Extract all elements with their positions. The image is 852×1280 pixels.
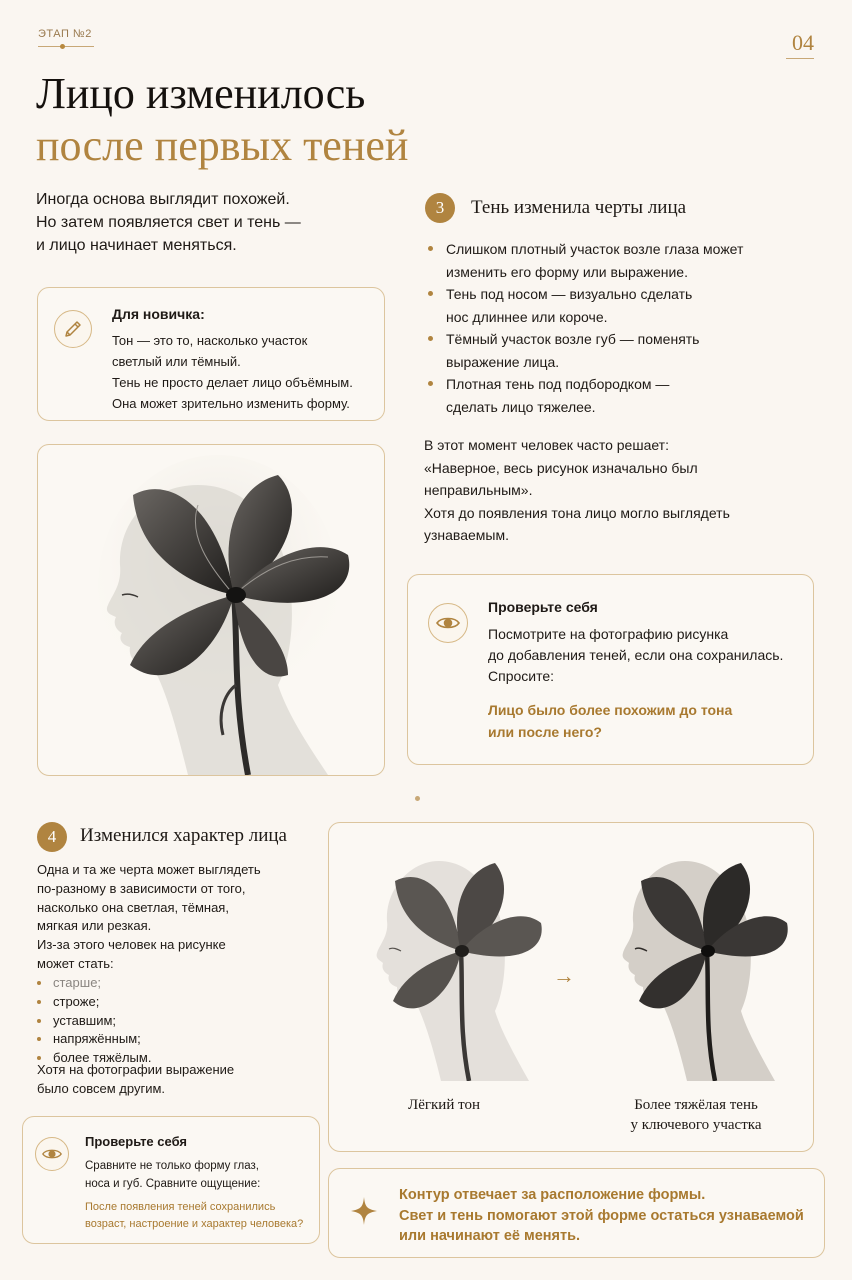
check-yourself-question	[488, 699, 732, 743]
page-title-line2: после первых теней	[36, 121, 409, 170]
text-line: было совсем другим.	[37, 1080, 166, 1096]
page-title-line1: Лицо изменилось	[36, 69, 366, 118]
text-line: Из-за этого человек на рисунке	[37, 937, 226, 953]
text-line: по-разному в зависимости от того,	[37, 880, 246, 896]
check-yourself-title: Проверьте себя	[488, 599, 598, 615]
summary-line: Контур отвечает за расположение формы.	[399, 1187, 706, 1203]
list-item: строже;	[37, 993, 151, 1012]
list-item-line: выражение лица.	[446, 353, 560, 370]
light-tone-illustration	[349, 841, 549, 1081]
summary-line: или начинают её менять.	[399, 1228, 581, 1244]
beginner-title: Для новичка:	[112, 306, 205, 322]
beginner-line: Тень не просто делает лицо объёмным.	[112, 375, 353, 390]
check-yourself-text	[488, 624, 783, 687]
section-3-bullets	[428, 238, 743, 418]
flower-portrait-illustration	[38, 445, 384, 775]
pencil-icon	[54, 310, 92, 348]
list-item-line: Слишком плотный участок возле глаза может	[446, 241, 744, 257]
caption-line: Лёгкий тон	[408, 1097, 480, 1113]
check-yourself-card-2	[22, 1116, 320, 1244]
quote-line: узнаваемым.	[424, 527, 509, 543]
comparison-card	[328, 822, 814, 1152]
arrow-icon: →	[553, 963, 575, 988]
question-line: возраст, настроение и характер человека?	[85, 1218, 304, 1230]
question-line: После появления теней сохранились	[85, 1201, 276, 1213]
quote-line: В этот момент человек часто решает:	[424, 437, 669, 453]
check-line: Сравните не только форму глаз,	[85, 1160, 260, 1172]
list-item: напряжённым;	[37, 1030, 151, 1049]
text-line: может стать:	[37, 955, 114, 971]
quote-line: неправильным».	[424, 482, 533, 498]
list-item-line: нос длиннее или короче.	[446, 308, 608, 325]
list-item: более тяжёлым.	[37, 1049, 151, 1068]
list-item-line: Плотная тень под подбородком —	[446, 376, 670, 392]
summary-card	[328, 1168, 825, 1258]
intro-text	[36, 188, 356, 257]
section-3-title: Тень изменила черты лица	[471, 197, 687, 218]
check-yourself-text	[85, 1157, 260, 1193]
caption-light-tone	[359, 1095, 529, 1115]
intro-line: Но затем появляется свет и тень —	[36, 214, 301, 231]
summary-text	[399, 1185, 804, 1247]
check-line: Спросите:	[488, 668, 555, 684]
text-line: насколько она светлая, тёмная,	[37, 899, 229, 915]
quote-line: «Наверное, весь рисунок изначально был	[424, 459, 698, 476]
check-yourself-card	[407, 574, 814, 765]
heavy-shadow-illustration	[595, 841, 795, 1081]
list-item	[428, 373, 743, 418]
list-item	[428, 238, 743, 283]
list-item-line: сделать лицо тяжелее.	[446, 398, 596, 415]
text-line: Одна и та же черта может выглядеть	[37, 862, 261, 877]
eye-icon	[35, 1137, 69, 1171]
check-line: носа и губ. Сравните ощущение:	[85, 1178, 261, 1190]
section-4-badge: 4	[37, 822, 67, 852]
text-line: мягкая или резкая.	[37, 918, 152, 934]
intro-line: Иногда основа выглядит похожей.	[36, 191, 290, 208]
check-yourself-title: Проверьте себя	[85, 1134, 188, 1149]
stage-label: ЭТАП №2	[38, 28, 92, 40]
beginner-line: Тон — это то, насколько участок	[112, 333, 308, 348]
section-4-footer	[37, 1061, 234, 1099]
list-item-line: изменить его форму или выражение.	[446, 263, 688, 280]
list-item: старше;	[37, 974, 151, 993]
page-number-underline	[786, 58, 814, 59]
beginner-card	[37, 287, 385, 421]
stage-dot	[60, 44, 65, 49]
sparkle-icon	[351, 1197, 377, 1230]
check-yourself-question	[85, 1199, 303, 1233]
eye-icon	[428, 603, 468, 643]
list-item: уставшим;	[37, 1012, 151, 1031]
list-item-line: Тёмный участок возле губ — поменять	[446, 331, 700, 347]
section-3-badge: 3	[425, 193, 455, 223]
check-line: до добавления теней, если она сохранилась.	[488, 647, 784, 663]
caption-heavy-shadow	[599, 1095, 793, 1135]
illustration-card	[37, 444, 385, 776]
caption-line: у ключевого участка	[630, 1117, 762, 1133]
list-item	[428, 328, 743, 373]
section-divider	[415, 796, 420, 801]
beginner-line: Она может зрительно изменить форму.	[112, 396, 350, 411]
caption-line: Более тяжёлая тень	[634, 1097, 758, 1113]
section-4-title: Изменился характер лица	[80, 825, 287, 846]
section-3-quote	[424, 434, 730, 547]
section-4-text	[37, 861, 261, 974]
list-item-line: Тень под носом — визуально сделать	[446, 286, 693, 302]
page-number: 04	[792, 30, 814, 55]
text-line: Хотя на фотографии выражение	[37, 1062, 235, 1077]
question-line: или после него?	[488, 724, 602, 740]
quote-line: Хотя до появления тона лицо могло выглядеть	[424, 504, 730, 521]
check-line: Посмотрите на фотографию рисунка	[488, 626, 729, 642]
beginner-text	[112, 330, 353, 414]
beginner-line: светлый или тёмный.	[112, 354, 241, 369]
summary-line: Свет и тень помогают этой форме остаться узнаваемой	[399, 1207, 804, 1224]
list-item	[428, 283, 743, 328]
question-line: Лицо было более похожим до тона	[488, 702, 733, 718]
section-4-list	[37, 974, 151, 1068]
stage-underline	[38, 46, 94, 47]
intro-line: и лицо начинает меняться.	[36, 237, 237, 254]
